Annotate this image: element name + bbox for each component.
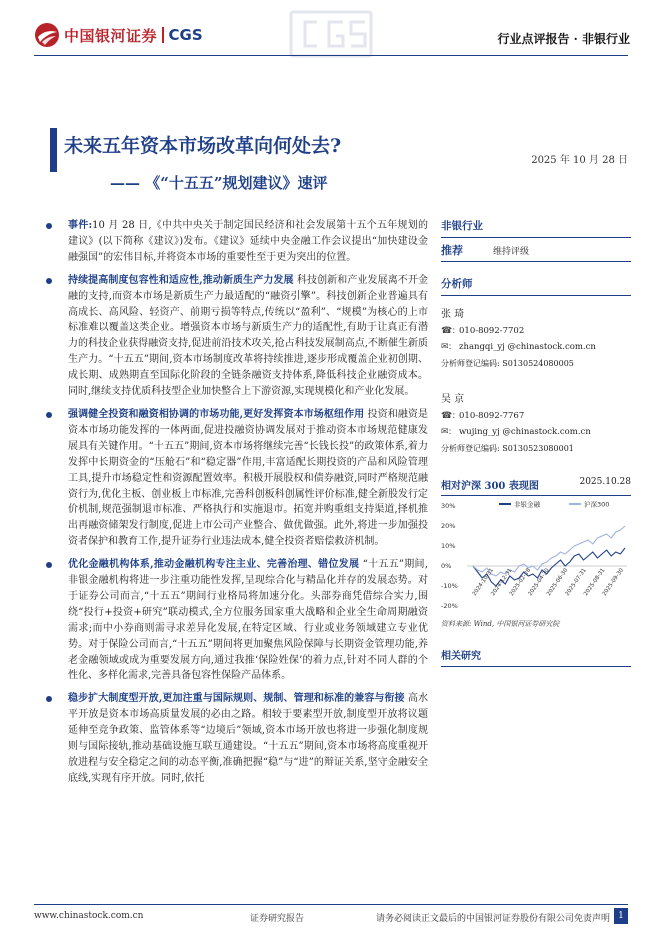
- analyst-card: [441, 390, 631, 454]
- analyst-name: 张 琦: [441, 309, 465, 320]
- x-tick-label: 2025-09-30: [601, 567, 625, 598]
- sidebar: [441, 218, 631, 454]
- x-tick-label: 2025-07-31: [564, 567, 588, 598]
- footer-label: 证券研究报告: [250, 914, 305, 924]
- bullet-text: 投资和融资是资本市场功能发挥的一体两面,促进投融资协调发展对于推动资本市场规范健康发展具有关键作用。“十五五”期间,资本市场将继续完善“长钱长投”的政策体系,着力发挥中长期资金的“压舱石”和“稳定器”作用,丰富适配长期投资的产品和风险管理工具,提升市场稳定性和资源配置效率。积极开展股权和债券融资,同时严格规范融资行为,优化主板、创业板上市标准,完善科创板科创属性评价标准,健全新股发行定价机制,规范强制退市标准、严格执行和实施退市。拓宽并购重组支持渠道,择机推出再融资储架发行制度,促进上市公司产业整合、做优做强。此外,将进一步加强投资者保护和教育工作,提升证券行业违法成本,健全投资者赔偿救济机制。: [68, 408, 428, 548]
- analyst-name: 吴 京: [441, 394, 465, 405]
- cgs-watermark-icon: [287, 8, 375, 60]
- bullet-dot-icon: [46, 278, 52, 284]
- x-tick-label: 2025-02-28: [508, 567, 533, 598]
- x-tick-label: 2024-12-31: [490, 567, 514, 598]
- y-tick-label: 20%: [441, 522, 456, 530]
- bullet-institutional-inclusiveness: [46, 273, 428, 400]
- bullet-investment-financing: [46, 407, 428, 550]
- analyst-reg: 分析师登记编码: S0130523080001: [441, 444, 574, 453]
- industry-heading: 非银行业: [441, 218, 631, 238]
- bullet-lead: 持续提高制度包容性和适应性,推动新质生产力发展: [68, 274, 294, 286]
- page-header: [0, 0, 662, 66]
- company-logo: [34, 22, 203, 48]
- bullet-dot-icon: [46, 412, 52, 418]
- report-date: 2025 年 10 月 28 日: [531, 155, 628, 166]
- email-icon: ✉:: [441, 342, 452, 352]
- legend-label: 非银金融: [514, 500, 540, 509]
- header-divider: [34, 55, 628, 56]
- logo-en-text: CGS: [168, 26, 203, 44]
- analyst-card: [441, 305, 631, 369]
- bullet-text: 科技创新和产业发展离不开金融的支持,而资本市场是新质生产力最适配的“融资引擎”。科技创新企业普遍具有高成长、高风险、轻资产、前期亏损等特点,传统以“盈利”、“规模”为核心的上市标准难以覆盖这类企业。增强资本市场与新质生产力的适配性,有助于让真正有潜力的科技企业获得融资支持,促进前沿技术攻关,抢占科技发展制高点,不断催生新质生产力。“十五五”期间,资本市场制度改革将持续推进,逐步形成覆盖企业初创期、成长期、成熟期直至国际化阶段的全链条融资支持体系,降低科技企业融资成本。同时,继续支持优质科技型企业加快整合上下游资源,实现规模化和产业化发展。: [68, 274, 428, 398]
- bullet-text: 高水平开放是资本市场高质量发展的必由之路。相较于要素型开放,制度型开放将议题延伸至竞争政策、监管体系等“边境后”领域,资本市场开放也将进一步强化制度规则与国际接轨,推动基础设施互联互通建设。“十五五”期间,资本市场将高度重视开放进程与安全稳定之间的动态平衡,准确把握“稳”与“进”的辩证关系,坚守金融安全底线,实现有序开放。同时,依托: [68, 693, 428, 784]
- analyst-email[interactable]: wujing_yj @chinastock.com.cn: [459, 427, 591, 437]
- footer-disclaimer: 请务必阅读正文最后的中国银河证券股份有限公司免责声明: [375, 914, 610, 924]
- galaxy-logo-icon: [34, 22, 60, 48]
- chart-title: 相对沪深 300 表现图: [441, 481, 539, 492]
- analyst-phone-row: [441, 411, 631, 421]
- rating-value: 维持评级: [493, 246, 530, 257]
- chart-date: 2025.10.28: [579, 477, 631, 487]
- email-icon: ✉:: [441, 427, 452, 437]
- rating-row: [441, 242, 631, 262]
- x-tick-label: 2025-04-30: [527, 567, 551, 598]
- related-research-heading: 相关研究: [441, 647, 631, 667]
- performance-chart: [441, 492, 631, 616]
- bullet-lead: 优化金融机构体系,推动金融机构专注主业、完善治理、错位发展: [68, 559, 360, 571]
- bullet-lead: 强调健全投资和融资相协调的市场功能,更好发挥资本市场枢纽作用: [68, 408, 365, 420]
- phone-icon: ☎:: [441, 326, 456, 336]
- y-tick-label: 0%: [441, 562, 452, 570]
- bullet-dot-icon: [46, 223, 52, 229]
- report-title: 未来五年资本市场改革向何处去?: [64, 135, 342, 157]
- bullet-dot-icon: [46, 696, 52, 702]
- logo-cn-text: 中国银河证券: [64, 26, 158, 45]
- analyst-email[interactable]: zhangqi_yj @chinastock.com.cn: [459, 342, 596, 352]
- series-line-0: [473, 548, 625, 586]
- bullet-financial-institutions: [46, 557, 428, 684]
- footer-divider: [34, 904, 628, 905]
- page-number: 1: [614, 908, 628, 924]
- y-tick-label: -20%: [441, 602, 458, 610]
- rating-label: 推荐: [441, 244, 463, 257]
- spacer: [441, 369, 631, 381]
- analyst-heading: 分析师: [441, 276, 631, 296]
- x-tick-label: 2025-06-30: [546, 567, 570, 598]
- bullet-lead: 稳步扩大制度型开放,更加注重与国际规则、规制、管理和标准的兼容与衔接: [68, 693, 405, 705]
- analyst-phone: 010-8092-7702: [459, 326, 525, 336]
- y-tick-label: -10%: [441, 582, 458, 590]
- legend-label: 沪深300: [584, 500, 610, 509]
- bullet-text: 10 月 28 日,《中共中央关于制定国民经济和社会发展第十五个五年规划的建议》(以下简称《建议》)发布。《建议》延续中央金融工作会议提出“加快建设金融强国”的宏伟目标,并将资本市场的重要性至于更为突出的位置。: [68, 220, 428, 263]
- bullet-event: [46, 218, 428, 266]
- y-tick-label: 10%: [441, 542, 456, 550]
- bullet-text: “十五五”期间,非银金融机构将进一步注重功能性发挥,呈现综合化与精品化并存的发展态势。对于证券公司而言,“十五五”期间行业格局将加速分化。头部券商凭借综合实力,围绕“投行+投资+研究”联动模式,全方位服务国家重大战略和企业全生命周期融资需求;而中小券商则需寻求差异化发展,在特定区域、行业或业务领域建立专业优势。对于保险公司而言,“十五五”期间将更加聚焦风险保障与长期资金管理功能,养老金融领域或成为重要发展方向,通过我推‘保险姓保’的着力点,针对不同人群的个性化、多样化需求,完善具备包容性保险产品体系。: [68, 559, 428, 682]
- title-accent-bar: [50, 128, 57, 172]
- bullet-dot-icon: [46, 562, 52, 568]
- bullet-institutional-opening: [46, 691, 428, 786]
- x-tick-label: 2025-08-31: [583, 567, 607, 598]
- phone-icon: ☎:: [441, 411, 456, 421]
- analyst-reg: 分析师登记编码: S0130524080005: [441, 359, 574, 368]
- analyst-email-row: [441, 342, 631, 352]
- y-tick-label: 30%: [441, 502, 456, 510]
- analyst-phone: 010-8092-7767: [459, 411, 525, 421]
- report-body: [46, 218, 428, 794]
- report-subtitle: —— 《“十五五”规划建议》速评: [110, 174, 328, 192]
- chart-source: 资料来源: Wind, 中国银河证券研究院: [441, 620, 560, 628]
- footer-url[interactable]: www.chinastock.com.cn: [34, 911, 144, 921]
- x-tick-label: 2024-10-31: [471, 567, 495, 598]
- bullet-lead: 事件:: [68, 220, 93, 231]
- analyst-phone-row: [441, 326, 631, 336]
- report-type: 行业点评报告 · 非银行业: [497, 32, 630, 46]
- logo-separator: [162, 27, 164, 43]
- analyst-email-row: [441, 427, 631, 437]
